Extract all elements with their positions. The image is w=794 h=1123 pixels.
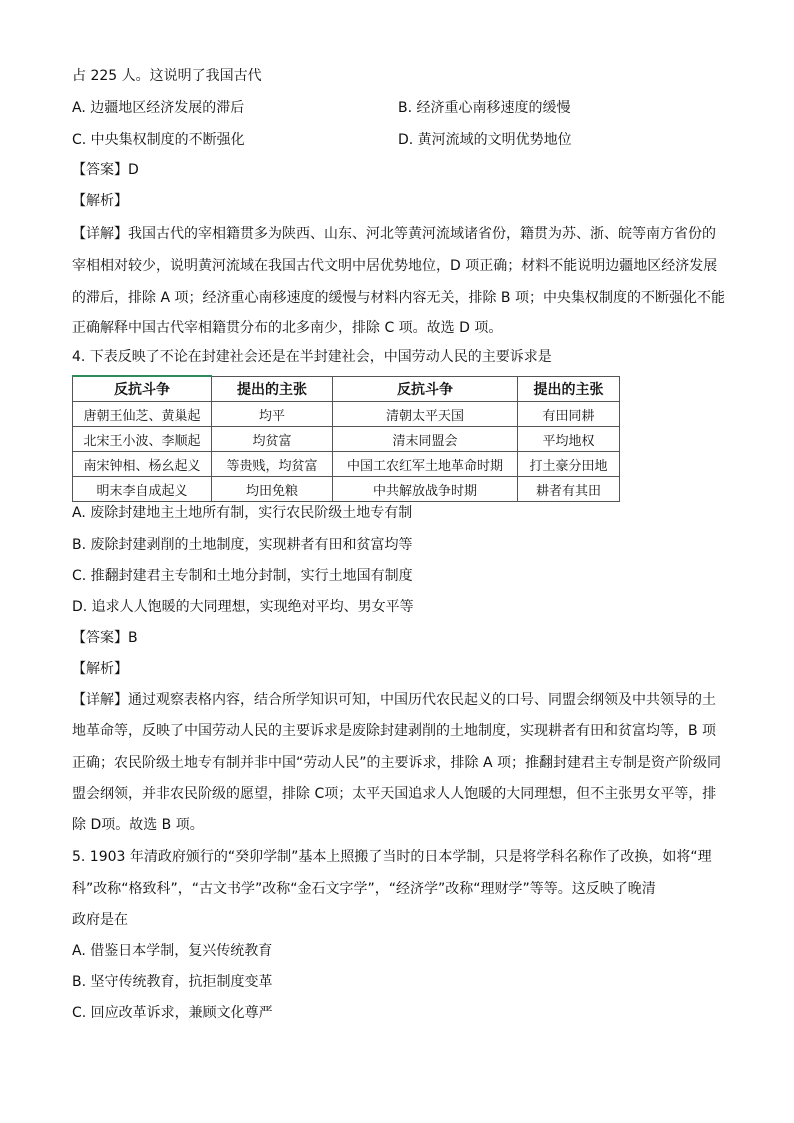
- q4-detail-line: 盟会纲领，并非农民阶级的愿望，排除 C项；太平天国追求人人饱暖的大同理想，但不主张男女平等，排: [72, 786, 717, 802]
- table-cell: 明末李自成起义: [73, 477, 212, 502]
- q4-option-c: C. 推翻封建君主专制和土地分封制，实行土地国有制度: [72, 568, 413, 584]
- q5-option-b: B. 坚守传统教育，抗拒制度变革: [72, 974, 273, 990]
- table-cell: 等贵贱，均贫富: [212, 452, 333, 477]
- table-row: [73, 402, 620, 427]
- q3-option-c: C. 中央集权制度的不断强化: [72, 132, 245, 148]
- table-cell: 均田免粮: [212, 477, 333, 502]
- q3-answer: 【答案】D: [72, 162, 139, 178]
- q4-option-a: A. 废除封建地主土地所有制，实行农民阶级土地专有制: [72, 505, 413, 521]
- q3-detail-line: 宰相相对较少，说明黄河流域在我国古代文明中居优势地位，D 项正确；材料不能说明边疆地区经济发展: [72, 258, 718, 274]
- q5-option-c: C. 回应改革诉求，兼顾文化尊严: [72, 1005, 273, 1021]
- q3-detail-line: 正确解释中国古代宰相籍贯分布的北多南少，排除 C 项。故选 D 项。: [72, 320, 503, 336]
- q4-detail-line: 地革命等，反映了中国劳动人民的主要诉求是废除封建剥削的土地制度，实现耕者有田和贫富均等，B 项: [72, 723, 717, 739]
- table-cell: 北宋王小波、李顺起: [73, 427, 212, 452]
- table-header-cell: 提出的主张: [518, 376, 620, 402]
- table-header-cell: 反抗斗争: [73, 376, 212, 402]
- q3-stem-tail: 占 225 人。这说明了我国古代: [72, 68, 262, 84]
- q4-detail-line: 除 D项。故选 B 项。: [72, 817, 204, 833]
- table-cell: 均贫富: [212, 427, 333, 452]
- q4-option-d: D. 追求人人饱暖的大同理想，实现绝对平均、男女平等: [72, 599, 414, 615]
- q4-analysis-heading: 【解析】: [72, 661, 128, 677]
- table-header-cell: 反抗斗争: [333, 376, 518, 402]
- table-header-cell: 提出的主张: [212, 376, 333, 402]
- table-cell: 均平: [212, 402, 333, 427]
- table-row: [73, 477, 620, 502]
- q3-detail-line: 的滞后，排除 A 项；经济重心南移速度的缓慢与材料内容无关，排除 B 项；中央集权制度的不断强化不能: [72, 290, 725, 306]
- q4-answer: 【答案】B: [72, 630, 138, 646]
- struggle-table: [72, 375, 620, 502]
- table-row: [73, 452, 620, 477]
- table-header-row: [73, 376, 620, 402]
- q4-option-b: B. 废除封建剥削的土地制度，实现耕者有田和贫富均等: [72, 537, 413, 553]
- table-cell: 耕者有其田: [518, 477, 620, 502]
- q5-stem-line: 科”改称“格致科”，“古文书学”改称“金石文字学”，“经济学”改称“理财学”等等。这反映了晚清: [72, 881, 656, 897]
- table-cell: 唐朝王仙芝、黄巢起: [73, 402, 212, 427]
- q3-option-b: B. 经济重心南移速度的缓慢: [398, 100, 571, 116]
- q3-option-d: D. 黄河流域的文明优势地位: [398, 132, 572, 148]
- table-cell: 平均地权: [518, 427, 620, 452]
- q4-stem: 4. 下表反映了不论在封建社会还是在半封建社会，中国劳动人民的主要诉求是: [72, 349, 552, 365]
- q4-detail-line: 正确；农民阶级土地专有制并非中国“劳动人民”的主要诉求，排除 A 项；推翻封建君主专制是资产阶级同: [72, 755, 721, 771]
- q3-option-a: A. 边疆地区经济发展的滞后: [72, 100, 245, 116]
- q5-option-a: A. 借鉴日本学制，复兴传统教育: [72, 943, 273, 959]
- table-cell: 清末同盟会: [333, 427, 518, 452]
- table-cell: 有田同耕: [518, 402, 620, 427]
- table-row: [73, 427, 620, 452]
- table-cell: 南宋钟相、杨幺起义: [73, 452, 212, 477]
- table-cell: 清朝太平天国: [333, 402, 518, 427]
- q4-detail-line: 【详解】通过观察表格内容，结合所学知识可知，中国历代农民起义的口号、同盟会纲领及中共领导的土: [72, 692, 716, 708]
- q5-stem-line: 5. 1903 年清政府颁行的“癸卯学制”基本上照搬了当时的日本学制，只是将学科名称作了改换，如将“理: [72, 849, 712, 865]
- q5-stem-line: 政府是在: [72, 912, 128, 928]
- table-cell: 中共解放战争时期: [333, 477, 518, 502]
- q3-detail-line: 【详解】我国古代的宰相籍贯多为陕西、山东、河北等黄河流域诸省份，籍贯为苏、浙、皖等南方省份的: [72, 226, 716, 242]
- q3-analysis-heading: 【解析】: [72, 193, 128, 209]
- table-cell: 中国工农红军土地革命时期: [333, 452, 518, 477]
- table-cell: 打土豪分田地: [518, 452, 620, 477]
